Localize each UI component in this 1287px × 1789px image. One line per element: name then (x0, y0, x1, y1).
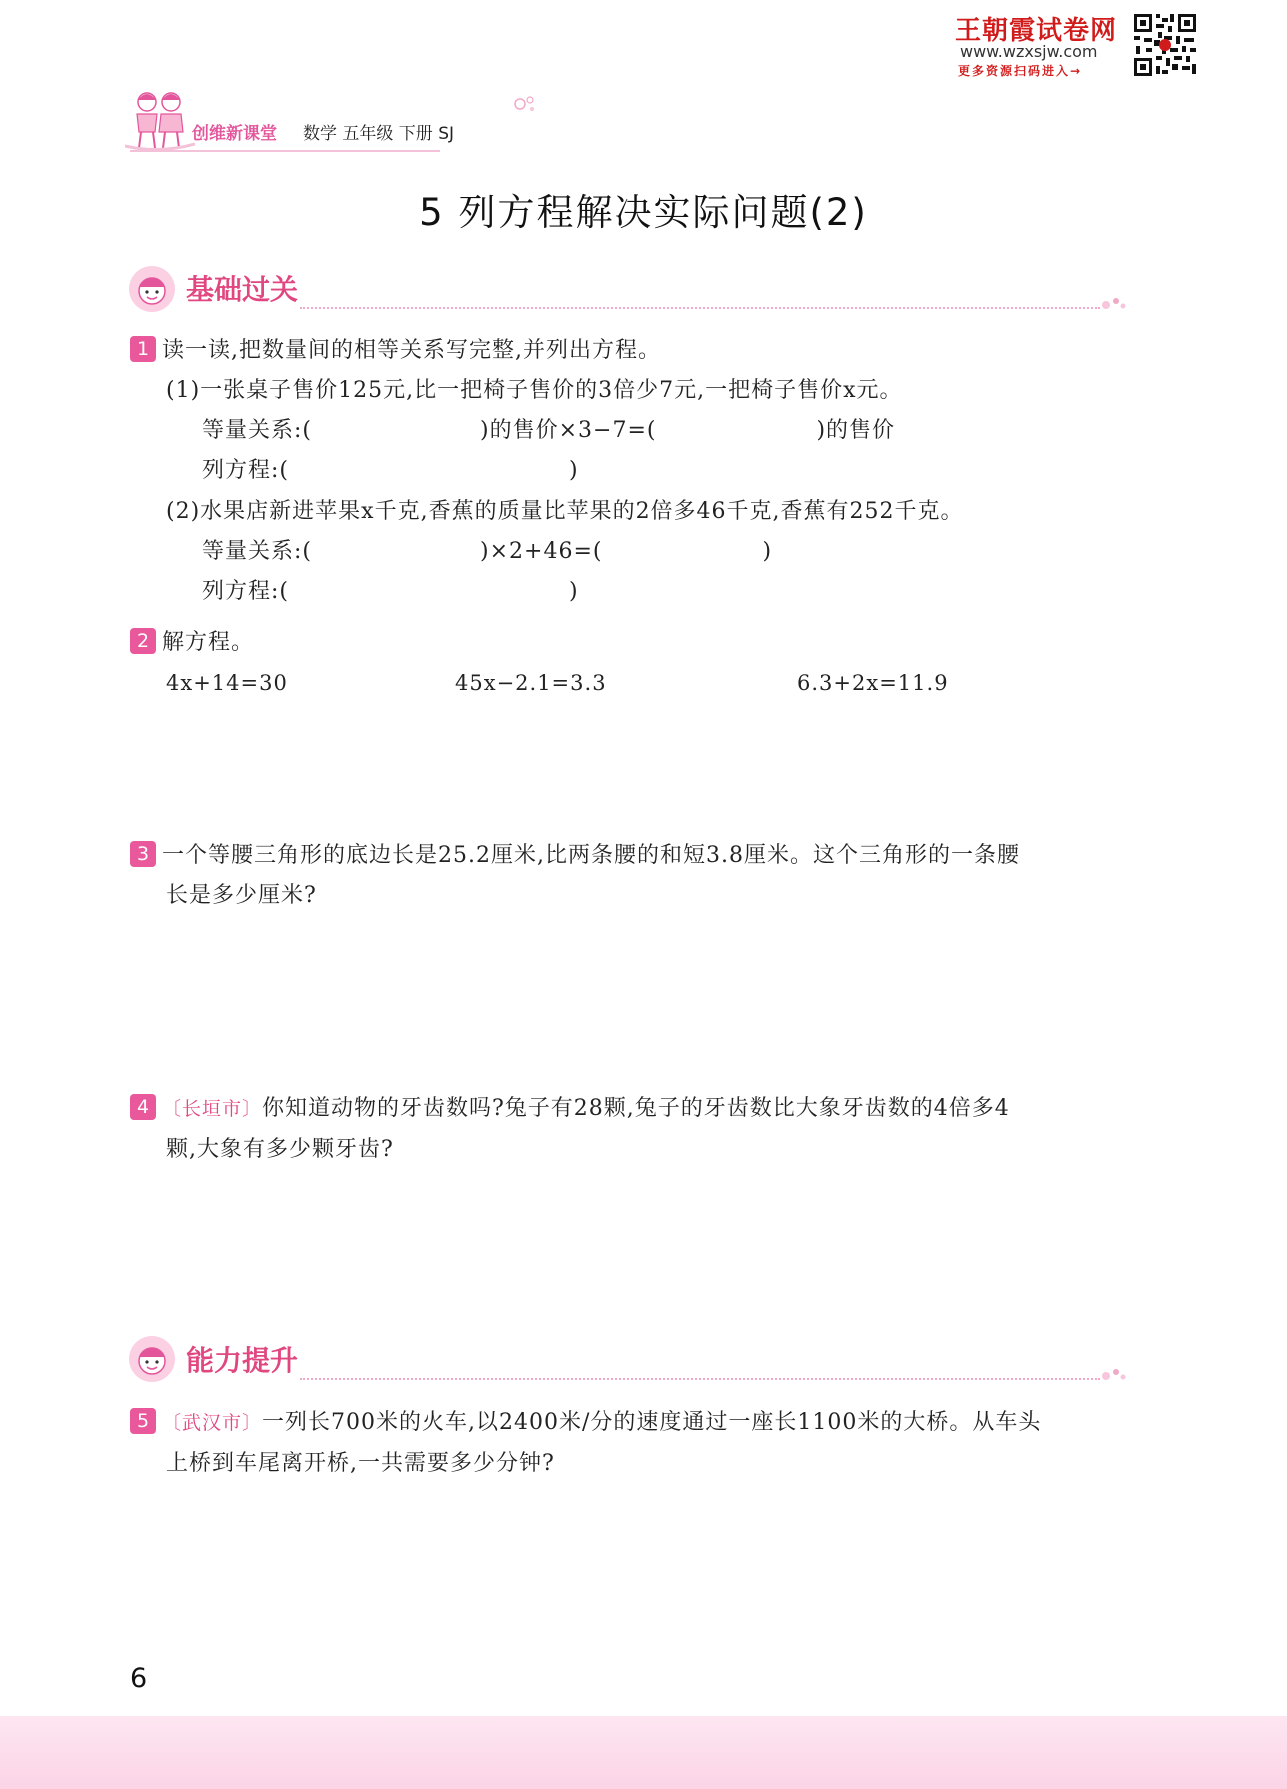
qr-code-icon[interactable] (1132, 12, 1198, 78)
footer-band (0, 1716, 1287, 1789)
q2-stem-text: 解方程。 (162, 630, 255, 655)
lesson-title: 5 列方程解决实际问题(2) (419, 191, 868, 234)
section-divider (300, 1378, 1100, 1380)
flower-deco-icon (510, 92, 540, 116)
kids-logo-icon (125, 88, 195, 154)
q4-source: 〔长垣市〕 (162, 1098, 263, 1120)
q4-line1 (130, 1094, 1010, 1124)
watermark-url[interactable]: www.wzxsjw.com (960, 42, 1098, 61)
q1-stem-text: 读一读,把数量间的相等关系写完整,并列出方程。 (162, 338, 661, 363)
q3-line2: 长是多少厘米? (166, 883, 317, 908)
equation-end: ) (569, 579, 579, 604)
equation-end: ) (569, 458, 579, 483)
q3-line1 (130, 841, 1020, 871)
q5-line1 (130, 1408, 1041, 1438)
relation-label: 等量关系:( (202, 418, 312, 443)
header-divider (130, 150, 440, 152)
dots-deco-icon (1100, 295, 1128, 311)
q2-equation-2: 45x−2.1=3.3 (455, 671, 607, 695)
book-info: 数学 五年级 下册 SJ (303, 124, 455, 144)
q5-number-badge: 5 (130, 1408, 156, 1434)
section-title-advanced: 能力提升 (186, 1344, 299, 1377)
q1-part1: (1)一张桌子售价125元,比一把椅子售价的3倍少7元,一把椅子售价x元。 (166, 378, 903, 403)
q5-line2: 上桥到车尾离开桥,一共需要多少分钟? (166, 1451, 555, 1476)
q1-part1-equation (202, 456, 579, 486)
relation-end: ) (762, 539, 773, 564)
q1-part1-relation (202, 416, 895, 446)
q1-part2-equation (202, 577, 579, 607)
q4-text-1: 你知道动物的牙齿数吗?兔子有28颗,兔子的牙齿数比大象牙齿数的4倍多4 (262, 1096, 1010, 1121)
q1-number-badge: 1 (130, 336, 156, 362)
relation-end: )的售价 (816, 418, 896, 443)
equation-label: 列方程:( (202, 458, 289, 483)
equation-label: 列方程:( (202, 579, 289, 604)
relation-middle: )的售价×3−7=( (480, 418, 657, 443)
q2-equation-1: 4x+14=30 (166, 671, 288, 695)
q5-source: 〔武汉市〕 (162, 1412, 263, 1434)
section-title-basic: 基础过关 (186, 273, 299, 306)
q2-equation-3: 6.3+2x=11.9 (797, 671, 949, 695)
section-divider (300, 307, 1100, 309)
watermark-title: 王朝霞试卷网 (955, 16, 1118, 46)
relation-middle: )×2+46=( (480, 539, 603, 564)
watermark-tip: 更多资源扫码进入→ (958, 64, 1083, 78)
dots-deco-icon (1100, 1366, 1128, 1382)
q1-part2-relation (202, 537, 772, 567)
girl-avatar-icon (128, 1335, 176, 1383)
q3-number-badge: 3 (130, 841, 156, 867)
q2-stem (130, 628, 254, 658)
girl-avatar-icon (128, 265, 176, 313)
book-brand: 创维新课堂 (192, 124, 277, 144)
page-number: 6 (130, 1663, 148, 1694)
q2-number-badge: 2 (130, 628, 156, 654)
q4-line2: 颗,大象有多少颗牙齿? (166, 1137, 394, 1162)
relation-label: 等量关系:( (202, 539, 312, 564)
q1-part2: (2)水果店新进苹果x千克,香蕉的质量比苹果的2倍多46千克,香蕉有252千克。 (166, 499, 964, 524)
q4-number-badge: 4 (130, 1094, 156, 1120)
q1-stem (130, 336, 661, 366)
q5-text-1: 一列长700米的火车,以2400米/分的速度通过一座长1100米的大桥。从车头 (262, 1410, 1042, 1435)
q3-text-1: 一个等腰三角形的底边长是25.2厘米,比两条腰的和短3.8厘米。这个三角形的一条腰 (162, 843, 1020, 868)
